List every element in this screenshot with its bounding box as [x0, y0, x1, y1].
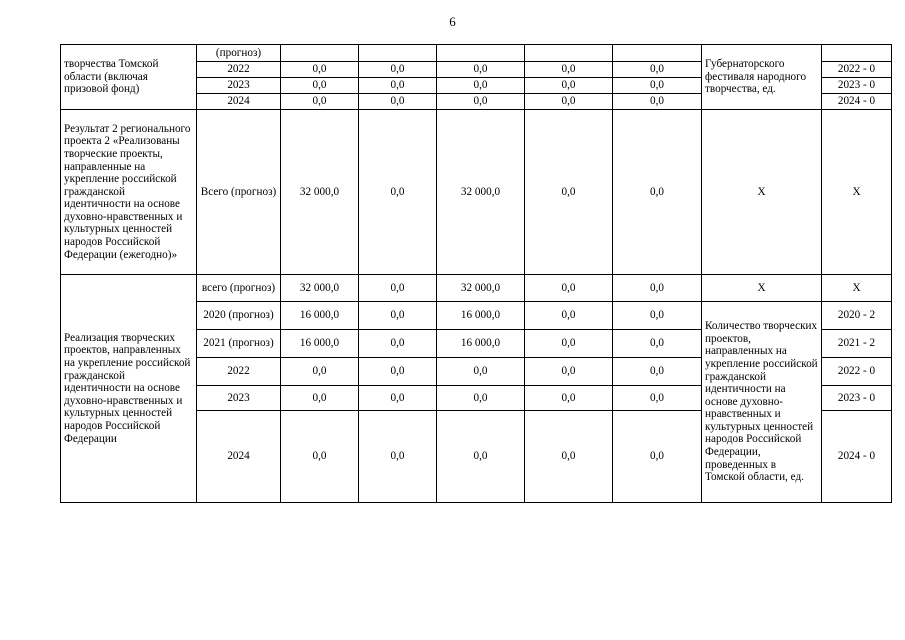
amount-cell: 0,0: [525, 275, 613, 302]
empty-cell: [437, 45, 525, 62]
amount-cell: 0,0: [613, 411, 702, 503]
year-cell: 2022: [197, 358, 281, 386]
amount-cell: 0,0: [613, 94, 702, 110]
amount-cell: 0,0: [613, 62, 702, 78]
amount-cell: 0,0: [525, 358, 613, 386]
amount-cell: 0,0: [613, 78, 702, 94]
amount-cell: 0,0: [359, 94, 437, 110]
amount-cell: 0,0: [613, 275, 702, 302]
indicator-value-cell: 2023 - 0: [822, 78, 892, 94]
table-row: [61, 45, 892, 62]
amount-cell: 0,0: [525, 94, 613, 110]
realization-indicator: Количество творческих проектов, направленных на укрепление российской гражданской идентичности на основе духовно-нравственных и культурных ценностей народов Российской Федерации, проведенных в Томской области, ед.: [702, 302, 822, 503]
realization-name: Реализация творческих проектов, направленных на укрепление российской гражданской идентичности на основе духовно-нравственных и культурных ценностей народов Российской Федерации: [61, 275, 197, 503]
result2-name: Результат 2 регионального проекта 2 «Реализованы творческие проекты, направленные на укрепление российской гражданской идентичности на основе духовно-нравственных и культурных ценностей народов Российской Федерации (ежегодно)»: [61, 110, 197, 275]
empty-cell: [281, 45, 359, 62]
amount-cell: 0,0: [281, 358, 359, 386]
year-cell: 2022: [197, 62, 281, 78]
indicator-value-cell: 2022 - 0: [822, 62, 892, 78]
amount-cell: 0,0: [525, 386, 613, 411]
year-cell: всего (прогноз): [197, 275, 281, 302]
year-cell: 2024: [197, 411, 281, 503]
amount-cell: 0,0: [613, 302, 702, 330]
amount-cell: 0,0: [525, 78, 613, 94]
year-cell: 2023: [197, 386, 281, 411]
amount-cell: 0,0: [359, 411, 437, 503]
amount-cell: 0,0: [525, 302, 613, 330]
amount-cell: 0,0: [613, 330, 702, 358]
amount-cell: 0,0: [525, 62, 613, 78]
table-row: [61, 110, 892, 275]
indicator-value-cell: 2020 - 2: [822, 302, 892, 330]
indicator-value-cell: 2024 - 0: [822, 411, 892, 503]
amount-cell: 0,0: [613, 110, 702, 275]
year-cell: (прогноз): [197, 45, 281, 62]
indicator-value-cell: Х: [822, 110, 892, 275]
total-indicator: Х: [702, 275, 822, 302]
amount-cell: 0,0: [281, 94, 359, 110]
amount-cell: 0,0: [359, 275, 437, 302]
year-cell: 2020 (прогноз): [197, 302, 281, 330]
continuation-name: творчества Томской области (включая призовой фонд): [61, 45, 197, 110]
empty-cell: [525, 45, 613, 62]
amount-cell: 16 000,0: [281, 302, 359, 330]
amount-cell: 0,0: [437, 411, 525, 503]
amount-cell: 16 000,0: [281, 330, 359, 358]
amount-cell: 32 000,0: [281, 275, 359, 302]
amount-cell: 0,0: [359, 330, 437, 358]
indicator-value-cell: Х: [822, 275, 892, 302]
indicator-value-cell: 2024 - 0: [822, 94, 892, 110]
empty-cell: [822, 45, 892, 62]
indicator-value-cell: 2023 - 0: [822, 386, 892, 411]
amount-cell: 0,0: [281, 62, 359, 78]
amount-cell: 0,0: [613, 386, 702, 411]
amount-cell: 0,0: [437, 386, 525, 411]
amount-cell: 32 000,0: [437, 275, 525, 302]
amount-cell: 0,0: [359, 302, 437, 330]
amount-cell: 0,0: [359, 358, 437, 386]
empty-cell: [613, 45, 702, 62]
amount-cell: 0,0: [359, 110, 437, 275]
amount-cell: 0,0: [525, 110, 613, 275]
year-cell: 2023: [197, 78, 281, 94]
year-cell: Всего (прогноз): [197, 110, 281, 275]
amount-cell: 0,0: [281, 411, 359, 503]
amount-cell: 0,0: [613, 358, 702, 386]
budget-table: [60, 44, 892, 503]
result2-indicator: Х: [702, 110, 822, 275]
year-cell: 2021 (прогноз): [197, 330, 281, 358]
continuation-indicator: Губернаторского фестиваля народного творчества, ед.: [702, 45, 822, 110]
amount-cell: 0,0: [437, 94, 525, 110]
amount-cell: 32 000,0: [437, 110, 525, 275]
amount-cell: 0,0: [281, 386, 359, 411]
year-cell: 2024: [197, 94, 281, 110]
indicator-value-cell: 2022 - 0: [822, 358, 892, 386]
amount-cell: 0,0: [437, 358, 525, 386]
page-number: 6: [449, 14, 456, 29]
amount-cell: 32 000,0: [281, 110, 359, 275]
amount-cell: 0,0: [525, 411, 613, 503]
amount-cell: 0,0: [437, 62, 525, 78]
amount-cell: 16 000,0: [437, 302, 525, 330]
indicator-value-cell: 2021 - 2: [822, 330, 892, 358]
table-row: [61, 275, 892, 302]
amount-cell: 0,0: [437, 78, 525, 94]
empty-cell: [359, 45, 437, 62]
amount-cell: 0,0: [359, 78, 437, 94]
amount-cell: 16 000,0: [437, 330, 525, 358]
amount-cell: 0,0: [281, 78, 359, 94]
amount-cell: 0,0: [525, 330, 613, 358]
amount-cell: 0,0: [359, 386, 437, 411]
amount-cell: 0,0: [359, 62, 437, 78]
